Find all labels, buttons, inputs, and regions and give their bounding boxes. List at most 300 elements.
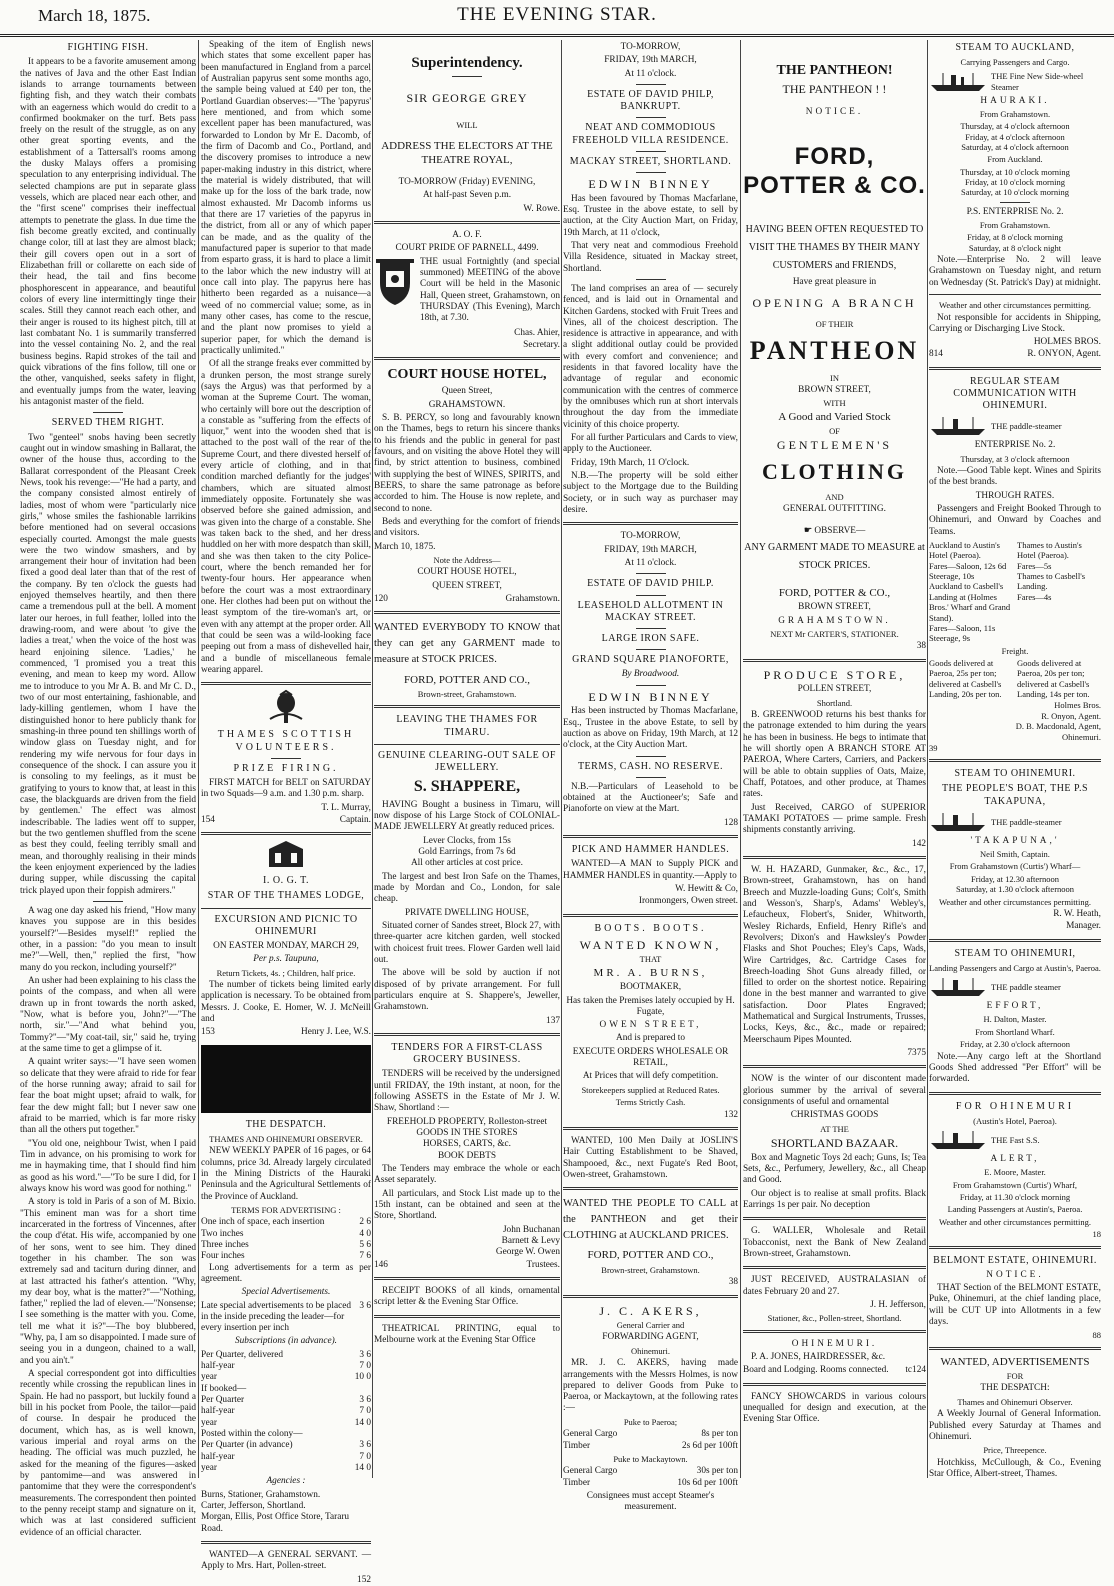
divider bbox=[636, 573, 666, 574]
schedule-list bbox=[929, 121, 1101, 152]
fare-line: Auckland to Casbell's Landing at (Holmes Bros.' Wharf and Grand Stand). bbox=[929, 581, 1011, 623]
row-label: General Cargo bbox=[563, 1429, 618, 1440]
ad-heading: THROUGH RATES. bbox=[975, 490, 1055, 501]
ad-text: At 11 o'clock. bbox=[624, 558, 677, 569]
item-line: HORSES, CARTS, &c. bbox=[422, 1139, 512, 1150]
column-1 bbox=[20, 40, 196, 1538]
ad-text: G. WALLER, Wholesale and Retail Tobacconist, next the Bank of New Zealand Brown-street, Grahamstown. bbox=[743, 1226, 926, 1260]
ad-heading: GENTLEMEN'S bbox=[776, 438, 893, 453]
ad-text: ON EASTER MONDAY, MARCH 29, bbox=[213, 941, 359, 951]
ad-text: THAT bbox=[639, 954, 662, 965]
ad-number: 154 bbox=[201, 814, 215, 825]
divider bbox=[374, 1277, 560, 1280]
ad-number: 88 bbox=[1092, 1330, 1101, 1341]
item-line: FREEHOLD PROPERTY, Rolleston-street bbox=[386, 1116, 548, 1127]
ad-signature: HOLMES BROS. bbox=[1033, 337, 1101, 348]
ad-number: 18 bbox=[1092, 1229, 1101, 1240]
freight-right: Goods delivered at Paeroa, 20s per ton; delivered at Casbell's Landing, 14s per ton. bbox=[1017, 657, 1090, 700]
schedule-line: Friday, at 4 o'clock afternoon bbox=[965, 131, 1065, 142]
divider bbox=[636, 84, 666, 85]
ad-text: Has been favoured by Thomas Macfarlane, Esq. Trustee in the above estate, to sell by auction, at the City Auction Mart, on Friday, 19th March, at 11 o'clock, bbox=[563, 193, 738, 238]
ad-text: FRIDAY, 19th MARCH, bbox=[604, 55, 697, 66]
steamship-icon bbox=[929, 811, 987, 833]
ad-text: Brown-street, Grahamstown. bbox=[601, 1264, 700, 1275]
ad-text: BROWN STREET, bbox=[798, 602, 871, 613]
column-5 bbox=[743, 40, 926, 1478]
item-line: BOOK DEBTS bbox=[437, 1150, 497, 1161]
ad-subheading: Carrying Passengers and Cargo. bbox=[960, 57, 1070, 68]
row-value: 5 6 bbox=[359, 1239, 371, 1250]
ad-text: Note.—Enterprise No. 2 will leave Grahamstown on Tuesday night, and return on Wednesday (St. Patrick's Day) at midnight. bbox=[929, 255, 1101, 288]
subscription-row bbox=[201, 1361, 371, 1372]
divider bbox=[929, 1092, 1101, 1095]
ad-heading: NOTICE. bbox=[986, 1269, 1044, 1280]
ad-heading: GENERAL OUTFITTING. bbox=[783, 504, 886, 515]
ad-heading: COURT PRIDE OF PARNELL, 4499. bbox=[395, 243, 539, 254]
ad-number: 142 bbox=[912, 838, 926, 849]
ad-number: 152 bbox=[357, 1574, 371, 1585]
column-rule bbox=[740, 40, 741, 1478]
divider bbox=[452, 76, 482, 77]
item-list bbox=[374, 836, 560, 870]
ad-text: FRIDAY, 19th MARCH, bbox=[604, 544, 697, 555]
ad-subheading: Freight. bbox=[1001, 645, 1029, 656]
ad-heading: BROWN STREET, bbox=[798, 384, 871, 395]
ad-text: Has taken the Premises lately occupied by H. Fugate, bbox=[566, 995, 735, 1017]
ad-heading: LARGE IRON SAFE. bbox=[601, 632, 700, 644]
ad-text: Brown-street, Grahamstown. bbox=[417, 689, 517, 700]
ad-text: FANCY SHOWCARDS in various colours unequalled for design and execution, at the Evening Star Office. bbox=[743, 1391, 926, 1425]
article-paragraph: Of all the strange freaks ever committed by a drunken person, the most strange surely (says the Argus) was that performed by a woman at the Supreme Court. The woman, who certainly will bore out the description of a constable as "suffering from the effects of liquor," went into the wooden shed that is attached to the post wall of the rear of the Supreme Court, and there divested herself of every article of clothing, and in that condition marched defiantly for the judges' chambers, which are situated almost immediately opposite. Fortunately she was observed before she gained admission, and was given into the charge of a constable. She was taken back to the shed, and her dress huddled on her with more despatch than skill, and she was then taken to the city Police-court, where the bench remanded her for twenty-four hours. Her appearance when before the court was a most extraordinary one. Her clothes had been put on without the least symptom of the tire-woman's art, or even with any attempt at the proper order. All that could be seen was a wild-looking face peeping out from a mass of dishevelled hair, and a bundle of miscellaneous female wearing apparel. bbox=[201, 359, 371, 676]
fare-line: Fares—Saloon, 11s bbox=[929, 622, 996, 633]
ad-text: Trustees. bbox=[526, 1259, 560, 1270]
ad-text: FIRST MATCH for BELT on SATURDAY in two Squads—9 a.m. and 1.30 p.m. sharp. bbox=[201, 777, 371, 800]
ad-text: Beds and everything for the comfort of friends and visitors. bbox=[374, 517, 560, 539]
ad-heading: PRIVATE DWELLING HOUSE, bbox=[404, 907, 530, 918]
row-value: 14 0 bbox=[354, 1417, 371, 1428]
freight-left: Goods delivered at Paeroa, 25s per ton; delivered at Casbell's Landing, 20s per ton. bbox=[929, 657, 1002, 700]
ad-number: 132 bbox=[724, 1109, 738, 1120]
fare-line: Steerage, 10s bbox=[929, 571, 975, 582]
ad-text: All particulars, and Stock List made up to the 15th instant, can be obtained and seen at the Store, Shortland. bbox=[374, 1188, 560, 1222]
subscription-row bbox=[201, 1463, 371, 1474]
ad-text: For all further Particulars and Cards to view, apply to the Auctioneer. bbox=[563, 433, 738, 455]
ad-subheading: Agencies : bbox=[266, 1476, 306, 1487]
subscription-row bbox=[201, 1452, 371, 1463]
ad-heading: OPENING A BRANCH bbox=[752, 295, 917, 310]
divider bbox=[563, 835, 738, 838]
agents-list bbox=[929, 700, 1101, 741]
ad-text: Note the Address— bbox=[433, 555, 501, 566]
steamship-icon bbox=[929, 1129, 987, 1151]
ad-heading: BELMONT ESTATE, OHINEMURI. bbox=[933, 1254, 1097, 1266]
steamship-icon bbox=[929, 415, 987, 437]
row-value: 4 0 bbox=[359, 1228, 371, 1239]
ad-signature: T. L. Murray, bbox=[321, 802, 371, 813]
row-label: Timber bbox=[563, 1477, 591, 1488]
subscription-row bbox=[201, 1350, 371, 1361]
row-value: 7 0 bbox=[359, 1361, 371, 1372]
ad-text: Storekeepers supplied at Reduced Rates. bbox=[581, 1084, 720, 1095]
steamship-icon bbox=[929, 71, 987, 93]
article-paragraph: Speaking of the item of English news which states that some excellent paper has been manufactured in England from a parcel of Australian papyrus sent some months ago, the sample being valued at £40 per ton, the Portland Guardian observes:—"The 'papyrus' here mentioned, and from which some excellent paper has been manufactured, was forwarded to London by Mr E. Dacomb, of the firm of Dacomb and Co., Portland, and the discovery promises to introduce a new paper-making industry in this district, where the material is widely distributed, that will make up for the loss of the bark trade, now almost exhausted. Mr Dacomb informs us that there are 17 varieties of the papyrus in the district, from all or any of which paper can be made, and as the quality of the manufactured paper is superior to that made from esparto grass, it is hard to place a limit to the labor which the new industry will at once call into play. The papyrus here has hitherto been regarded as a nuisance—a weed of no commercial value; some, as in many other cases, has come to the rescue, and the plant now promises to yield a superior paper, for which the demand is practically unlimited." bbox=[201, 40, 371, 356]
ad-subheading: From Grahamstown. bbox=[979, 108, 1051, 119]
schedule-line: Friday, at 10 o'clock morning bbox=[965, 177, 1065, 188]
fare-line: Fares—5s bbox=[1017, 560, 1052, 571]
ad-text: Weather and other circumstances permitting. bbox=[938, 300, 1092, 311]
ad-heading: REGULAR STEAM COMMUNICATION WITH OHINEMURI. bbox=[953, 375, 1077, 412]
ad-signature: J. H. Jefferson, bbox=[870, 1300, 926, 1311]
brand-heading: FORD, POTTER & CO. bbox=[743, 143, 926, 200]
ad-heading: GENUINE CLEARING-OUT SALE OF JEWELLERY. bbox=[378, 749, 556, 773]
divider bbox=[201, 832, 371, 835]
row-label: half-year bbox=[201, 1361, 235, 1372]
row-label: Timber bbox=[563, 1440, 591, 1451]
ad-heading: FORD, POTTER & CO., bbox=[778, 586, 891, 599]
divider bbox=[374, 611, 560, 614]
divider bbox=[743, 659, 926, 662]
column-3 bbox=[374, 40, 560, 1478]
divider bbox=[201, 682, 371, 685]
ad-subheading: From Grahamstown. bbox=[979, 220, 1051, 231]
ad-heading: GRAHAMSTOWN. bbox=[778, 615, 891, 626]
article-heading: FIGHTING FISH. bbox=[67, 42, 149, 53]
divider bbox=[636, 649, 666, 650]
row-value: 3 6 bbox=[359, 1349, 371, 1360]
divider bbox=[636, 279, 666, 280]
agent-line: Holmes Bros. bbox=[1054, 700, 1101, 711]
row-label: Per Quarter (in advance) bbox=[201, 1440, 293, 1451]
ad-heading: J. C. AKERS, bbox=[599, 1303, 702, 1318]
ad-subheading: (Austin's Hotel, Paeroa). bbox=[973, 1115, 1057, 1126]
ad-text: A Weekly Journal of General Information. Published every Saturday at Thames and Ohinemuri. bbox=[929, 1409, 1101, 1442]
divider bbox=[374, 221, 560, 224]
ad-heading: LEASEHOLD ALLOTMENT IN MACKAY STREET. bbox=[577, 599, 724, 623]
ad-heading: FORD, POTTER AND CO., bbox=[404, 673, 530, 686]
schedule-line: Friday, at 12.30 afternoon bbox=[971, 873, 1059, 884]
ad-text: THE paddle steamer bbox=[991, 981, 1061, 992]
ad-text: Weather and other circumstances permitting. bbox=[938, 896, 1092, 907]
row-label: year bbox=[201, 1417, 217, 1428]
ad-text: The above will be sold by auction if not disposed of by private arrangement. For full particulars enquire at S. Shappere's, Jeweller, Grahamstown. bbox=[374, 968, 560, 1013]
ad-text: Late special advertisements to be placed in the inside preceding the leader—for every insertion per inch bbox=[201, 1300, 351, 1334]
divider bbox=[743, 1383, 926, 1386]
rate-row bbox=[563, 1429, 738, 1440]
ad-number: 146 bbox=[374, 1259, 388, 1270]
row-label: Two inches bbox=[201, 1228, 244, 1239]
ad-text: HAVING Bought a business in Timaru, will now dispose of his Large Stock of COLONIAL-MADE JEWELLERY At greatly reduced prices. bbox=[374, 799, 560, 833]
brand-heading: PANTHEON bbox=[749, 335, 920, 365]
newspaper-title: THE EVENING STAR. bbox=[457, 4, 657, 25]
ad-signature: Secretary. bbox=[523, 340, 560, 351]
divider bbox=[743, 1217, 926, 1220]
divider bbox=[374, 705, 560, 708]
subscription-row bbox=[201, 1406, 371, 1417]
divider bbox=[374, 1033, 560, 1036]
ad-text: Grahamstown. bbox=[505, 594, 560, 605]
ad-heading: THE DESPATCH: bbox=[980, 1383, 1050, 1394]
row-label: One inch of space, each insertion bbox=[201, 1217, 325, 1228]
ad-text: Friday, at 2.30 o'clock afternoon bbox=[959, 1039, 1071, 1050]
ad-subheading: Puke to Mackaytown. bbox=[613, 1453, 688, 1464]
ad-heading: PRODUCE STORE, bbox=[763, 667, 906, 682]
column-6 bbox=[929, 40, 1101, 1478]
ad-subheading: Special Advertisements. bbox=[241, 1287, 331, 1298]
ad-heading: A. O. F. bbox=[452, 230, 482, 241]
price-value: 3 6 bbox=[359, 1300, 371, 1311]
row-value: 3 6 bbox=[359, 1440, 371, 1451]
row-value: 8s per ton bbox=[701, 1429, 738, 1440]
schedule-line: Saturday, at 8 o'clock night bbox=[968, 242, 1062, 253]
ad-heading: ANY GARMENT MADE TO MEASURE at STOCK PRICES. bbox=[744, 541, 925, 571]
ad-text: The largest and best Iron Safe on the Thames, made by Mordan and Co., London, for sale cheap. bbox=[374, 871, 560, 905]
ad-heading: LEAVING THE THAMES FOR TIMARU. bbox=[396, 714, 538, 738]
article-paragraph: A special correspondent got into difficulties recently while crossing the republican lines in Spain. He had no passport, but luckily found a bill in his pocket from Poole, the tailor—paid of course. In despair he produced the document, which has, as is well known, various imperial and royal arms on the heading. The official was much puzzled, he asked for the meaning of the figures—asked by pantomime—and was answered in pantomime that they were the correspondent's measurements. The correspondent then pointed to the penny receipt stamp and signature on it, which was at last considered sufficient evidence of an official character. bbox=[20, 1369, 196, 1538]
ad-text: Shortland. bbox=[816, 697, 853, 708]
ad-signature: R. ONYON, Agent. bbox=[1027, 349, 1101, 360]
divider bbox=[743, 856, 926, 859]
ad-heading: STAR OF THE THAMES LODGE, bbox=[207, 890, 365, 902]
divider bbox=[93, 412, 123, 413]
ad-heading: ESTATE OF DAVID PHILP, BANKRUPT. bbox=[587, 88, 714, 113]
ad-heading: MACKAY STREET, SHORTLAND. bbox=[569, 155, 732, 167]
ad-heading: I. O. G. T. bbox=[263, 875, 309, 887]
divider bbox=[929, 294, 1101, 295]
ad-text: At half-past Seven p.m. bbox=[422, 190, 512, 201]
ad-text: TO-MORROW, bbox=[620, 531, 681, 542]
ad-signature: W. Rowe. bbox=[523, 203, 560, 214]
masthead bbox=[0, 0, 1114, 37]
ad-text: TO-MORROW (Friday) EVENING, bbox=[398, 177, 536, 188]
ad-text: Terms Strictly Cash. bbox=[615, 1097, 686, 1108]
agency-line: Carter, Jefferson, Shortland. bbox=[201, 1501, 306, 1512]
ad-heading: EXECUTE ORDERS WHOLESALE OR RETAIL, bbox=[572, 1046, 729, 1069]
ad-text: Note.—Good Table kept. Wines and Spirits of the best brands. bbox=[929, 466, 1101, 488]
ad-text: OBSERVE— bbox=[814, 525, 866, 536]
column-4 bbox=[563, 40, 738, 1513]
ad-text: MR. J. C. AKERS, having made arrangements with the Messrs Holmes, is now prepared to deliver Goods from Puke to Paeroa, or Mackaytown, at the following rates :— bbox=[563, 1358, 738, 1414]
row-value: 7 0 bbox=[359, 1451, 371, 1462]
divider bbox=[563, 914, 738, 917]
ad-heading: OHINEMURI. bbox=[791, 1338, 878, 1349]
ad-text: BOOTMAKER, bbox=[619, 982, 682, 993]
item-line: All other articles at cost price. bbox=[410, 858, 524, 869]
ad-subheading: Subscriptions (in advance). bbox=[235, 1336, 337, 1347]
ad-heading: FORD, POTTER AND CO., bbox=[587, 1249, 714, 1262]
ad-text: Just Received, CARGO of SUPERIOR TAMAKI POTATOES — prime sample. Fresh shipments constantly arriving. bbox=[743, 802, 926, 836]
article-paragraph: A story is told in Paris of a son of M. Bixio. "This eminent man was for a short time incarcerated in the fortress of Vincennes, after the coup d'état. His wife, accompanied by one of her sons, went to see him. They dined together in his chamber. The son was extremely sad and taciturn during dinner, and at last attracted his father's attention. "Why, my dear boy, what is the matter?"—"Nothing, father," replied the lad of eleven.—"Nonsense; I see something is the matter with you. Come, tell me what it is?"—The boy blubbered, "Why, pa, I am so disappointed. I made sure of seeing you in a dungeon, chained to a wall, and you ain't." bbox=[20, 1197, 196, 1366]
ad-text: The Tenders may embrace the whole or each Asset separately. bbox=[374, 1163, 560, 1186]
ship-name: ALERT, bbox=[990, 1154, 1040, 1165]
ad-text: Weather and other circumstances permitting. bbox=[938, 1216, 1092, 1227]
ad-text: THE usual Fortnightly (and special summoned) MEETING of the above Court will be held in the Masonic Hall, Queen street, Grahamstown, on THURSDAY (This Evening), March 18th, at 7.30. bbox=[420, 256, 560, 324]
ad-text: NEW WEEKLY PAPER of 16 pages, or 64 columns, price 3d. Already largely circulated in the Mining Districts of the Hauraki Peninsula and the Agricultural Settlements of the Province of Auckland. bbox=[201, 1146, 371, 1202]
ad-subheading: THAMES AND OHINEMURI OBSERVER. bbox=[209, 1133, 363, 1144]
agent-line: Ohinemuri. bbox=[1062, 731, 1101, 742]
row-label: year bbox=[201, 1463, 217, 1474]
ad-text: HAVING BEEN OFTEN REQUESTED TO VISIT THE THAMES BY THEIR MANY CUSTOMERS and FRIENDS, bbox=[745, 223, 924, 271]
divider bbox=[929, 939, 1101, 942]
divider bbox=[929, 367, 1101, 370]
ship-name: 'TAKAPUNA,' bbox=[970, 835, 1060, 846]
ad-text: NEXT Mr CARTER'S, STATIONER. bbox=[770, 628, 899, 639]
ad-text: Queen Street, bbox=[441, 386, 493, 397]
article-paragraph: A wag one day asked his friend, "How many knaves you suppose are in this besides yourself?"—Besides myself!" replied the other, in a passion: "do you mean to insult me?"—Well, then," replied the first, "how many do you reckon, including yourself?" bbox=[20, 906, 196, 973]
terms-row bbox=[201, 1217, 371, 1228]
schedule-line: Saturday, at 10 o'clock morning bbox=[961, 187, 1069, 198]
ad-text: NOW is the winter of our discontent made glorious summer by the arrival of several consignments of useful and ornamental bbox=[743, 1074, 926, 1108]
divider bbox=[636, 777, 666, 778]
ad-heading: ESTATE OF DAVID PHILP. bbox=[587, 578, 714, 590]
agent-line: D. B. Macdonald, Agent, bbox=[1015, 721, 1101, 732]
ad-number: 7375 bbox=[907, 1048, 926, 1059]
ad-heading: OWEN STREET, bbox=[599, 1020, 702, 1031]
ad-text: WANTED EVERYBODY TO KNOW that they can get any GARMENT made to measure at STOCK PRICES. bbox=[374, 622, 560, 665]
divider bbox=[636, 151, 666, 152]
divider bbox=[929, 759, 1101, 762]
ad-number: 153 bbox=[201, 1027, 215, 1038]
divider bbox=[743, 1065, 926, 1068]
ad-number: 38 bbox=[916, 641, 926, 652]
divider bbox=[743, 1266, 926, 1269]
ad-heading: GRAHAMSTOWN. bbox=[428, 399, 506, 410]
ad-text: Neil Smith, Captain. bbox=[980, 849, 1050, 860]
ad-text: Our object is to realise at small profits. Black Earrings 1s per pair. No deception bbox=[743, 1188, 926, 1211]
ad-heading: GRAND SQUARE PIANOFORTE, bbox=[572, 654, 729, 666]
ad-text: Passengers and Freight Booked Through to Ohinemuri, and Onward by Coaches and Teams. bbox=[929, 504, 1101, 537]
fare-line: Steerage, 9s bbox=[929, 633, 971, 644]
ad-heading: FOR OHINEMURI bbox=[955, 1100, 1075, 1112]
ad-text: Price, Threepence. bbox=[983, 1445, 1047, 1456]
agent-line: R. Onyon, Agent. bbox=[1041, 710, 1101, 721]
ad-text: WILL bbox=[456, 119, 478, 130]
article-heading: SERVED THEM RIGHT. bbox=[51, 417, 165, 429]
row-label: Three inches bbox=[201, 1239, 249, 1250]
ad-text: THEATRICAL PRINTING, equal to Melbourne work at the Evening Star Office bbox=[374, 1323, 560, 1345]
ad-subheading: Thames and Ohinemuri Observer. bbox=[957, 1396, 1073, 1407]
divider bbox=[374, 1315, 560, 1318]
ad-number: 128 bbox=[724, 817, 738, 828]
ad-heading: NOTICE. bbox=[805, 106, 864, 117]
ad-text: N.B.—Particulars of Leasehold to be obtained at the Auctioneer's; Safe and Pianoforte on view at the Mart. bbox=[563, 781, 738, 815]
ad-text: THE Fast S.S. bbox=[991, 1134, 1040, 1145]
column-rule bbox=[198, 40, 199, 1478]
ad-text: Has been instructed by Thomas Macfarlane, Esq., Trustee in the above Estate, to sell by auction as above on Friday, 19th March, at 12 o'clock, at the City Auction Mart. bbox=[563, 706, 738, 751]
ad-signature: R. W. Heath, bbox=[1053, 908, 1101, 919]
row-label: half-year bbox=[201, 1451, 235, 1462]
ad-text: Have great pleasure in bbox=[792, 276, 877, 287]
agencies-list bbox=[201, 1490, 371, 1535]
divider bbox=[636, 595, 666, 596]
ad-text: Situated corner of Sandes street, Block 27, with three-quarter acre kitchen garden, well stocked with choicest fruit trees. Flower Garden well laid out. bbox=[374, 920, 560, 965]
ad-text: OF THEIR bbox=[815, 318, 854, 329]
ad-heading: PICK AND HAMMER HANDLES. bbox=[571, 844, 730, 856]
ad-number: 120 bbox=[374, 594, 388, 605]
ad-text: Friday, 19th March, 11 O'clock. bbox=[571, 457, 690, 468]
brand-heading: CLOTHING bbox=[761, 459, 908, 485]
row-label: year bbox=[201, 1372, 217, 1383]
schedule-list bbox=[929, 167, 1101, 198]
ad-number: 38 bbox=[728, 1277, 738, 1288]
row-value: 7 6 bbox=[359, 1251, 371, 1262]
schedule-line: Saturday, at 4 o'clock afternoon bbox=[961, 141, 1069, 152]
ad-text: S. B. PERCY, so long and favourably known on the Thames, begs to return his sincere thanks to his friends and the public in general for past favours, and on visiting the above Hotel they will find, by strict attention to business, combined with supplying the best of WINES, SPIRITS, and BEERS, to share the same patronage as before accorded to him. The House is now replete, and second to none. bbox=[374, 413, 560, 514]
ad-heading: WANTED, ADVERTISEMENTS bbox=[940, 1355, 1090, 1368]
ad-text: TO-MORROW, bbox=[620, 42, 681, 52]
black-block bbox=[201, 1045, 371, 1113]
row-label: Posted within the colony— bbox=[201, 1429, 303, 1440]
ad-subheading: From Grahamstown (Curtis') Wharf— bbox=[949, 861, 1081, 872]
divider bbox=[636, 172, 666, 173]
ad-text: AT THE bbox=[820, 1123, 849, 1134]
fare-line: Thames to Austin's Hotel (Paeroa). bbox=[1017, 540, 1082, 561]
steamship-icon bbox=[929, 976, 987, 998]
ad-heading: BOOTS. BOOTS. bbox=[594, 922, 707, 934]
ad-signature: Manager. bbox=[1066, 921, 1101, 932]
ad-text: And is prepared to bbox=[616, 1033, 685, 1044]
ad-text: The land comprises an area of — securely fenced, and is laid out in Ornamental and Kitchen Gardens, stocked with Fruit Trees and Vines, all of the choicest description. The residence is attractive in appearance, and with a slight additional outlay could be provided with every comfort and convenience; and residents in that favored locality have the advantage of regular and economic communication with the centres of commerce by the omnibuses which run at short intervals throughout the day from the immediate vicinity of this choice property. bbox=[563, 283, 738, 430]
auctioneer-name: EDWIN BINNEY bbox=[588, 176, 713, 191]
ad-heading: CHRISTMAS GOODS bbox=[790, 1110, 879, 1121]
ad-heading: STEAM TO OHINEMURI. bbox=[954, 768, 1076, 780]
column-rule bbox=[561, 40, 562, 1478]
fares-right bbox=[1017, 540, 1101, 644]
fare-line: Fares—4s bbox=[1017, 591, 1052, 602]
ad-heading: WANTED KNOWN, bbox=[579, 937, 722, 952]
ad-text: Thursday, at 3 o'clock afternoon bbox=[960, 453, 1070, 464]
ad-heading: FORWARDING AGENT, bbox=[602, 1332, 699, 1343]
ad-signature: Captain. bbox=[339, 814, 371, 825]
ad-number: tc124 bbox=[905, 1365, 926, 1376]
ad-text: The number of tickets being limited early application is necessary. To be obtained from Messrs. J. Cooke, E. Homer, W. J. McNeill and bbox=[201, 980, 371, 1024]
divider bbox=[563, 1127, 738, 1130]
ad-text: Hotchkiss, McCullough, & Co., Evening Star Office, Albert-street, Thames. bbox=[929, 1457, 1101, 1479]
terms-list bbox=[201, 1217, 371, 1262]
divider bbox=[563, 522, 738, 525]
ad-text: QUEEN STREET, bbox=[432, 580, 502, 591]
row-value: 2s 6d per 100ft bbox=[681, 1440, 738, 1451]
ad-text: At Prices that will defy competition. bbox=[582, 1071, 719, 1082]
subscription-row bbox=[201, 1440, 371, 1451]
ad-text: H. Dalton, Master. bbox=[983, 1014, 1047, 1025]
ad-text: Not responsible for accidents in Shipping, Carrying or Discharging Live Stock. bbox=[929, 312, 1101, 334]
ad-heading: NEAT AND COMMODIOUS FREEHOLD VILLA RESIDENCE. bbox=[572, 122, 729, 146]
ad-heading: ADDRESS THE ELECTORS AT THE THEATRE ROYAL, bbox=[381, 140, 553, 166]
divider bbox=[563, 1295, 738, 1298]
item-line: GOODS IN THE STORES bbox=[416, 1127, 518, 1138]
ad-text: THE paddle-steamer bbox=[991, 421, 1062, 432]
ad-text: AND bbox=[825, 491, 844, 502]
ad-text: FOR bbox=[1006, 1371, 1024, 1382]
subscription-row bbox=[201, 1384, 371, 1395]
ad-heading: POLLEN STREET, bbox=[797, 684, 872, 695]
ad-signature: Henry J. Lee, W.S. bbox=[301, 1027, 371, 1038]
ad-subheading: From Grahamstown (Curtis') Wharf, bbox=[952, 1179, 1078, 1190]
column-rule bbox=[372, 40, 373, 1478]
subscription-row bbox=[201, 1372, 371, 1383]
ad-heading: THE PANTHEON ! ! bbox=[782, 82, 887, 97]
ad-signature: W. Hewitt & Co, bbox=[675, 883, 738, 894]
fare-line: Auckland to Austin's Hotel (Paeroa). bbox=[929, 540, 1000, 561]
ad-heading: SHORTLAND BAZAAR. bbox=[770, 1136, 899, 1151]
ad-number: 814 bbox=[929, 349, 943, 360]
ad-signature: Ironmongers, Owen street. bbox=[638, 896, 738, 907]
row-label: Per Quarter bbox=[201, 1395, 245, 1406]
signature-line: Barnett & Levy bbox=[501, 1235, 560, 1246]
rate-row bbox=[563, 1478, 738, 1489]
row-value: 14 0 bbox=[354, 1463, 371, 1474]
ad-text: Friday, at 11.30 o'clock morning bbox=[959, 1192, 1071, 1203]
